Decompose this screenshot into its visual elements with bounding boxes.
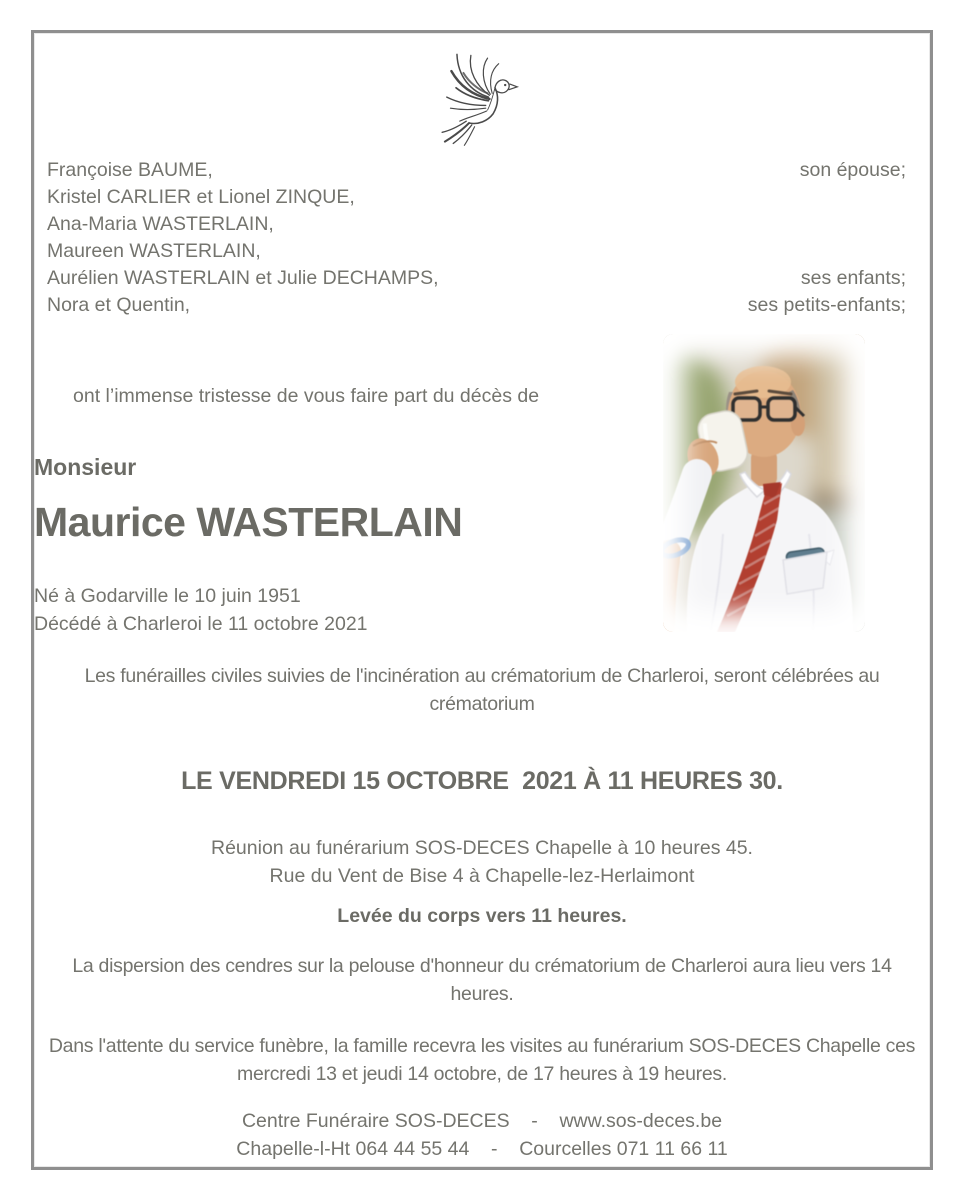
family-row <box>47 159 906 186</box>
family-row <box>47 186 906 213</box>
family-name: Maureen WASTERLAIN, <box>47 240 261 262</box>
meeting-line: Réunion au funérarium SOS-DECES Chapelle à 10 heures 45. <box>211 837 753 859</box>
ceremony-datetime: LE VENDREDI 15 OCTOBRE 2021 À 11 HEURES 30. <box>181 767 783 795</box>
family-row <box>47 213 906 240</box>
funeral-text: Les funérailles civiles suivies de l'incinération au crématorium de Charleroi, seront célébrées au crématorium <box>84 665 880 715</box>
dove-icon <box>34 47 930 149</box>
family-name: Nora et Quentin, <box>47 294 191 316</box>
family-name: Françoise BAUME, <box>47 159 213 181</box>
family-name: Kristel CARLIER et Lionel ZINQUE, <box>47 186 355 208</box>
title-prefix: Monsieur <box>34 454 137 480</box>
footer-funeral-home: Centre Funéraire SOS-DECES - www.sos-deces.be <box>241 1110 723 1132</box>
announcement-card <box>31 30 933 1170</box>
family-row <box>47 294 906 321</box>
family-row <box>47 267 906 294</box>
birth-line: Né à Godarville le 10 juin 1951 <box>34 585 301 607</box>
family-list <box>47 159 906 321</box>
address-line: Rue du Vent de Bise 4 à Chapelle-lez-Herlaimont <box>269 865 695 887</box>
family-relation: ses petits-enfants; <box>747 294 906 316</box>
family-name: Ana-Maria WASTERLAIN, <box>47 213 274 235</box>
death-line: Décédé à Charleroi le 11 octobre 2021 <box>34 613 368 635</box>
family-relation: ses enfants; <box>800 267 906 289</box>
family-name: Aurélien WASTERLAIN et Julie DECHAMPS, <box>47 267 439 289</box>
levee-line: Levée du corps vers 11 heures. <box>337 905 627 927</box>
family-row <box>47 240 906 267</box>
footer-phones: Chapelle-l-Ht 064 44 55 44 - Courcelles 071 11 66 11 <box>236 1138 728 1160</box>
visits-text: Dans l'attente du service funèbre, la famille recevra les visites au funérarium SOS-DECES Chapelle ces mercredi 13 et jeudi 14 octobre, de 17 heures à 19 heures. <box>48 1035 916 1085</box>
intro-text: ont l’immense tristesse de vous faire part du décès de <box>73 385 540 407</box>
deceased-photo <box>663 334 865 632</box>
dispersion-text: La dispersion des cendres sur la pelouse d'honneur du crématorium de Charleroi aura lieu vers 14 heures. <box>72 955 892 1005</box>
family-relation: son épouse; <box>799 159 906 181</box>
deceased-name: Maurice WASTERLAIN <box>34 499 463 545</box>
